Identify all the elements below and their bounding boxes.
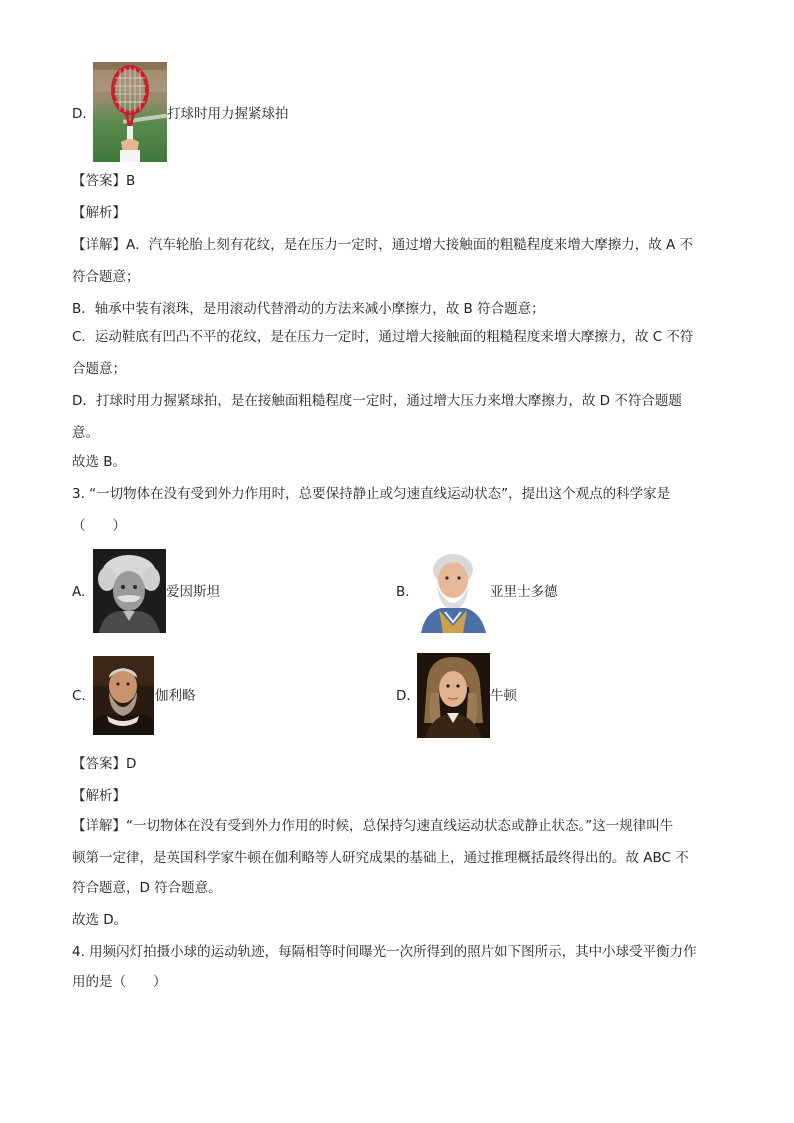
q2-analysis-line-3: B．轴承中装有滚珠，是用滚动代替滑动的方法来减小摩擦力，故 B 符合题意； bbox=[72, 301, 545, 317]
newton-portrait-icon bbox=[417, 653, 490, 738]
q3-option-a-label: 爱因斯坦 bbox=[166, 584, 220, 600]
q2-answer: 【答案】B bbox=[72, 173, 136, 189]
q3-option-b-label: 亚里士多德 bbox=[490, 584, 558, 600]
galileo-portrait-icon bbox=[93, 656, 154, 735]
q2-analysis-line-4: C．运动鞋底有凹凸不平的花纹，是在压力一定时，通过增大接触面的粗糙程度来增大摩擦力，故 C 不符 bbox=[72, 329, 694, 345]
q3-conclusion: 故选 D。 bbox=[72, 912, 128, 928]
q3-option-d-label: 牛顿 bbox=[490, 688, 517, 704]
q3-option-b-letter: B. bbox=[396, 584, 410, 600]
q3-stem-line-1: 3. “一切物体在没有受到外力作用时，总要保持静止或匀速直线运动状态”，提出这个观点的科学家是 bbox=[72, 486, 671, 502]
q2-analysis-line-7: 意。 bbox=[72, 425, 99, 441]
q2-option-d-letter: D. bbox=[72, 106, 87, 122]
q3-option-c-letter: C. bbox=[72, 688, 86, 704]
q4-stem-line-2: 用的是（ ） bbox=[72, 974, 167, 990]
tennis-racket-photo-icon bbox=[93, 62, 167, 162]
q2-analysis-title: 【解析】 bbox=[72, 205, 126, 221]
q2-analysis-line-2: 符合题意； bbox=[72, 269, 140, 285]
q3-option-d-letter: D. bbox=[396, 688, 411, 704]
q3-analysis-line-3: 符合题意，D 符合题意。 bbox=[72, 880, 222, 896]
q3-option-c-label: 伽利略 bbox=[155, 688, 196, 704]
q3-stem-line-2: （ ） bbox=[72, 518, 126, 534]
einstein-portrait-icon bbox=[93, 549, 166, 633]
q4-stem-line-1: 4. 用频闪灯拍摄小球的运动轨迹，每隔相等时间曝光一次所得到的照片如下图所示，其中小球受平衡力作 bbox=[72, 944, 697, 960]
q3-answer: 【答案】D bbox=[72, 756, 137, 772]
q3-analysis-line-2: 顿第一定律，是英国科学家牛顿在伽利略等人研究成果的基础上，通过推理概括最终得出的。故 ABC 不 bbox=[72, 850, 689, 866]
q3-analysis-line-1: 【详解】“一切物体在没有受到外力作用的时候，总保持匀速直线运动状态或静止状态。”这一规律叫牛 bbox=[72, 818, 674, 834]
q3-option-a-letter: A. bbox=[72, 584, 86, 600]
q2-analysis-line-5: 合题意； bbox=[72, 361, 126, 377]
q3-analysis-title: 【解析】 bbox=[72, 788, 126, 804]
q2-analysis-line-1: 【详解】A．汽车轮胎上刻有花纹，是在压力一定时，通过增大接触面的粗糙程度来增大摩擦力，故 A 不 bbox=[72, 237, 694, 253]
q2-option-d-label: 打球时用力握紧球拍 bbox=[167, 106, 289, 122]
aristotle-portrait-icon bbox=[417, 548, 490, 633]
q2-conclusion: 故选 B。 bbox=[72, 454, 127, 470]
q2-analysis-line-6: D．打球时用力握紧球拍，是在接触面粗糙程度一定时，通过增大压力来增大摩擦力，故 D 不符合题题 bbox=[72, 393, 682, 409]
